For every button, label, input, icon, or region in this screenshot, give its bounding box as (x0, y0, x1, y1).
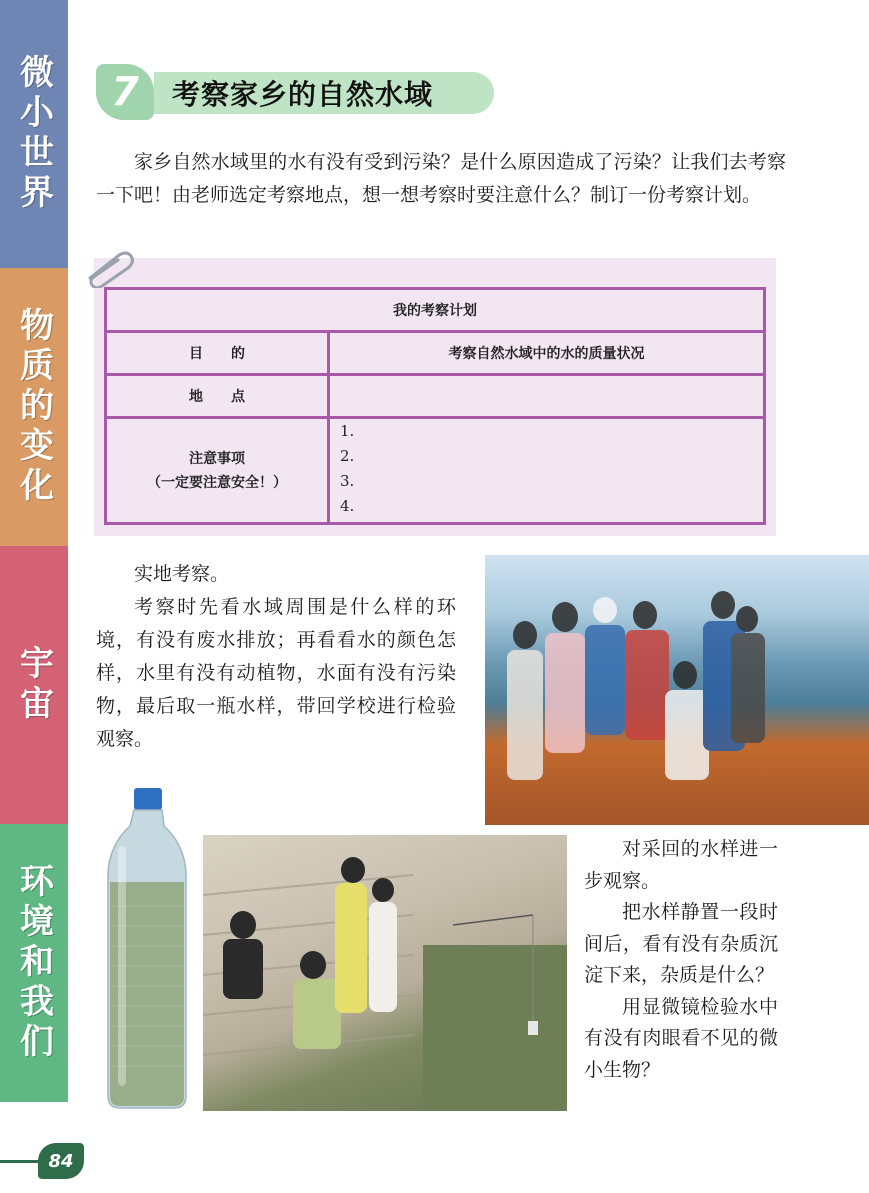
field-heading: 实地考察。 (134, 563, 230, 585)
purpose-label: 目 的 (106, 332, 329, 375)
tab-label: 环境和我们 (13, 863, 54, 1063)
plan-table (104, 287, 766, 525)
lesson-number: 7 (111, 69, 139, 115)
notes-item: 2. (340, 447, 355, 465)
paperclip-icon (84, 248, 136, 288)
field-paragraph: 考察时先看水域周围是什么样的环境，有没有废水排放；再看看水的颜色怎样，水里有没有动植物，水面有没有污染物，最后取一瓶水样，带回学校进行检验观察。 (96, 596, 456, 750)
tab-matter-changes[interactable] (0, 268, 70, 546)
observation-p2: 把水样静置一段时间后，看有没有杂质沉淀下来，杂质是什么？ (584, 901, 778, 986)
notes-item: 3. (340, 472, 355, 490)
notes-label-line1: 注意事项 (189, 450, 245, 467)
lesson-number-badge (96, 64, 154, 120)
page-number: 84 (48, 1150, 74, 1172)
tab-micro-world[interactable] (0, 0, 70, 268)
tab-environment[interactable] (0, 824, 70, 1102)
tab-label: 宇宙 (13, 645, 54, 725)
tab-universe[interactable] (0, 546, 70, 824)
notes-item: 1. (340, 422, 355, 440)
tab-label: 微小世界 (13, 54, 54, 214)
side-tab-bar (0, 0, 70, 1100)
observation-section (584, 834, 778, 1086)
location-value-field[interactable] (329, 375, 765, 418)
location-label: 地 点 (106, 375, 329, 418)
plan-table-title: 我的考察计划 (106, 289, 765, 332)
students-at-shore-photo (485, 555, 869, 825)
notes-list[interactable] (329, 418, 765, 524)
notes-item: 4. (340, 497, 355, 515)
intro-paragraph: 家乡自然水域里的水有没有受到污染？是什么原因造成了污染？让我们去考察一下吧！由老师选定考察地点，想一想考察时要注意什么？制订一份考察计划。 (96, 151, 786, 206)
notes-label (106, 418, 329, 524)
notes-label-line2: （一定要注意安全！） (147, 474, 287, 491)
page-number-badge (38, 1143, 84, 1179)
field-section (96, 558, 456, 756)
lesson-title-bar (154, 72, 494, 114)
observation-p3: 用显微镜检验水中有没有肉眼看不见的微小生物？ (584, 995, 778, 1081)
tab-label: 物质的变化 (13, 307, 54, 507)
students-sampling-steps-photo (203, 835, 567, 1111)
observation-p1: 对采回的水样进一步观察。 (584, 838, 778, 892)
lesson-title: 考察家乡的自然水域 (172, 78, 434, 111)
water-sample-bottle-photo (104, 786, 190, 1110)
purpose-value: 考察自然水域中的水的质量状况 (329, 332, 765, 375)
